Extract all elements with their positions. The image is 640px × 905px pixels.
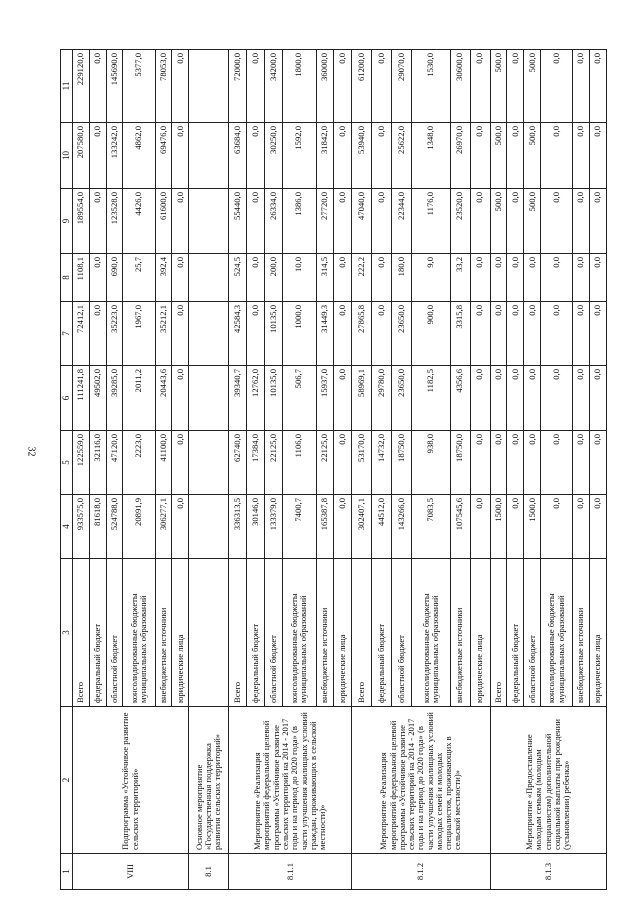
value-cell: 0,0 <box>334 50 352 123</box>
value-cell: 0,0 <box>589 50 606 123</box>
value-cell: 0,0 <box>589 366 606 431</box>
value-cell: 33,2 <box>450 254 470 302</box>
value-cell: 2223,0 <box>123 431 155 495</box>
value-cell: 0,0 <box>541 254 573 302</box>
funding-source: областной бюджет <box>264 559 282 707</box>
value-cell: 0,0 <box>470 123 490 189</box>
value-cell: 0,0 <box>541 189 573 254</box>
row-number: 8.1 <box>189 854 229 890</box>
value-cell: 165387,8 <box>316 495 334 559</box>
row-number: 8.1.2 <box>352 854 490 890</box>
value-cell: 61600,0 <box>155 189 172 254</box>
value-cell: 7400,7 <box>282 495 316 559</box>
value-cell: 1592,0 <box>282 123 316 189</box>
value-cell: 0,0 <box>507 189 524 254</box>
value-cell: 0,0 <box>334 189 352 254</box>
header-cell: 8 <box>61 254 73 302</box>
value-cell: 23520,0 <box>450 189 470 254</box>
funding-source: областной бюджет <box>106 559 123 707</box>
value-cell: 0,0 <box>172 495 189 559</box>
value-cell: 0,0 <box>89 50 106 123</box>
value-cell: 690,0 <box>106 254 123 302</box>
value-cell: 392,4 <box>155 254 172 302</box>
value-cell: 58969,1 <box>352 366 372 431</box>
value-cell: 39340,7 <box>229 366 247 431</box>
value-cell: 78053,0 <box>155 50 172 123</box>
value-cell: 26970,0 <box>450 123 470 189</box>
funding-source: юридические лица <box>172 559 189 707</box>
value-cell: 81618,0 <box>89 495 106 559</box>
value-cell: 42584,3 <box>229 302 247 366</box>
value-cell: 0,0 <box>589 495 606 559</box>
value-cell: 0,0 <box>372 302 392 366</box>
value-cell: 0,0 <box>507 123 524 189</box>
value-cell: 0,0 <box>470 189 490 254</box>
value-cell: 0,0 <box>89 189 106 254</box>
value-cell: 500,0 <box>490 123 507 189</box>
header-cell: 9 <box>61 189 73 254</box>
value-cell: 14732,0 <box>372 431 392 495</box>
value-cell: 0,0 <box>470 366 490 431</box>
value-cell: 25622,0 <box>392 123 412 189</box>
value-cell: 0,0 <box>573 189 590 254</box>
empty-cell <box>189 254 229 302</box>
value-cell: 1800,0 <box>282 50 316 123</box>
value-cell: 0,0 <box>470 50 490 123</box>
funding-source: Всего <box>352 559 372 707</box>
funding-source: областной бюджет <box>524 559 541 707</box>
empty-cell <box>189 495 229 559</box>
value-cell: 200,0 <box>264 254 282 302</box>
value-cell: 133379,0 <box>264 495 282 559</box>
value-cell: 0,0 <box>372 50 392 123</box>
value-cell: 20443,6 <box>155 366 172 431</box>
value-cell: 25,7 <box>123 254 155 302</box>
value-cell: 10,0 <box>282 254 316 302</box>
budget-table <box>60 49 607 890</box>
value-cell: 0,0 <box>507 302 524 366</box>
value-cell: 0,0 <box>541 431 573 495</box>
funding-source: внебюджетные источники <box>155 559 172 707</box>
funding-source: федеральный бюджет <box>246 559 264 707</box>
value-cell: 506,7 <box>282 366 316 431</box>
value-cell: 314,5 <box>316 254 334 302</box>
value-cell: 133242,0 <box>106 123 123 189</box>
empty-cell <box>189 559 229 707</box>
value-cell: 0,0 <box>573 254 590 302</box>
value-cell: 0,0 <box>172 123 189 189</box>
header-cell: 2 <box>61 707 73 854</box>
value-cell: 143266,0 <box>392 495 412 559</box>
header-cell: 11 <box>61 50 73 123</box>
funding-source: Всего <box>73 559 90 707</box>
table-body <box>73 50 607 890</box>
value-cell: 524788,0 <box>106 495 123 559</box>
measure-name: Мероприятие «Предоставление молодым семьям (молодым специалистам) дополнительной социальной выплаты при рождении (усыновлении) ребенка» <box>490 707 606 854</box>
value-cell: 111241,8 <box>73 366 90 431</box>
value-cell: 0,0 <box>573 302 590 366</box>
measure-name: Мероприятие «Реализация мероприятий федеральной целевой программы «Устойчивое развитие сельских территорий на 2014 - 2017 годы и на период до 2020 года» (в части улучшения жилищных условий граждан, проживающих в сельской местности)» <box>229 707 352 854</box>
funding-source: консолидированные бюджеты муниципальных образований <box>282 559 316 707</box>
value-cell: 9,0 <box>412 254 450 302</box>
funding-source: юридические лица <box>589 559 606 707</box>
value-cell: 27865,8 <box>352 302 372 366</box>
value-cell: 72000,0 <box>229 50 247 123</box>
table-row <box>229 50 247 890</box>
value-cell: 336313,5 <box>229 495 247 559</box>
value-cell: 0,0 <box>524 302 541 366</box>
table-row <box>73 50 90 890</box>
value-cell: 1106,0 <box>282 431 316 495</box>
value-cell: 61200,0 <box>352 50 372 123</box>
value-cell: 0,0 <box>541 123 573 189</box>
value-cell: 0,0 <box>334 495 352 559</box>
value-cell: 0,0 <box>172 50 189 123</box>
value-cell: 123528,0 <box>106 189 123 254</box>
value-cell: 22125,0 <box>316 431 334 495</box>
value-cell: 20891,9 <box>123 495 155 559</box>
value-cell: 0,0 <box>89 254 106 302</box>
value-cell: 62740,0 <box>229 431 247 495</box>
value-cell: 29070,0 <box>392 50 412 123</box>
measure-name: Подпрограмма «Устойчивое развитие сельских территорий» <box>73 707 189 854</box>
value-cell: 938,0 <box>412 431 450 495</box>
value-cell: 0,0 <box>507 366 524 431</box>
value-cell: 39285,0 <box>106 366 123 431</box>
value-cell: 900,0 <box>412 302 450 366</box>
value-cell: 31842,0 <box>316 123 334 189</box>
value-cell: 145690,0 <box>106 50 123 123</box>
value-cell: 0,0 <box>334 431 352 495</box>
value-cell: 0,0 <box>470 431 490 495</box>
value-cell: 15937,0 <box>316 366 334 431</box>
value-cell: 0,0 <box>246 189 264 254</box>
value-cell: 0,0 <box>334 254 352 302</box>
header-cell: 10 <box>61 123 73 189</box>
value-cell: 0,0 <box>573 431 590 495</box>
value-cell: 0,0 <box>334 366 352 431</box>
value-cell: 302407,1 <box>352 495 372 559</box>
value-cell: 1500,0 <box>524 495 541 559</box>
value-cell: 500,0 <box>490 50 507 123</box>
value-cell: 0,0 <box>541 366 573 431</box>
value-cell: 0,0 <box>246 302 264 366</box>
value-cell: 23650,0 <box>392 366 412 431</box>
value-cell: 69476,0 <box>155 123 172 189</box>
value-cell: 0,0 <box>490 366 507 431</box>
funding-source: Всего <box>229 559 247 707</box>
rotated-table-container <box>60 50 607 890</box>
value-cell: 0,0 <box>573 366 590 431</box>
value-cell: 1348,0 <box>412 123 450 189</box>
row-number: VIII <box>73 854 189 890</box>
value-cell: 31449,3 <box>316 302 334 366</box>
funding-source: внебюджетные источники <box>450 559 470 707</box>
value-cell: 0,0 <box>470 495 490 559</box>
funding-source: областной бюджет <box>392 559 412 707</box>
value-cell: 23650,0 <box>392 302 412 366</box>
value-cell: 72412,1 <box>73 302 90 366</box>
value-cell: 0,0 <box>490 254 507 302</box>
value-cell: 4426,0 <box>123 189 155 254</box>
value-cell: 0,0 <box>524 254 541 302</box>
funding-source: юридические лица <box>470 559 490 707</box>
value-cell: 7083,5 <box>412 495 450 559</box>
value-cell: 0,0 <box>589 254 606 302</box>
value-cell: 0,0 <box>490 431 507 495</box>
value-cell: 0,0 <box>89 123 106 189</box>
value-cell: 0,0 <box>372 123 392 189</box>
row-number: 8.1.3 <box>490 854 606 890</box>
value-cell: 0,0 <box>573 123 590 189</box>
value-cell: 63684,0 <box>229 123 247 189</box>
funding-source: консолидированные бюджеты муниципальных образований <box>123 559 155 707</box>
value-cell: 3315,8 <box>450 302 470 366</box>
value-cell: 0,0 <box>541 302 573 366</box>
value-cell: 180,0 <box>392 254 412 302</box>
value-cell: 0,0 <box>541 495 573 559</box>
table-row <box>189 50 229 890</box>
funding-source: федеральный бюджет <box>507 559 524 707</box>
value-cell: 107545,6 <box>450 495 470 559</box>
header-cell: 7 <box>61 302 73 366</box>
value-cell: 1182,5 <box>412 366 450 431</box>
value-cell: 1530,0 <box>412 50 450 123</box>
value-cell: 32116,0 <box>89 431 106 495</box>
value-cell: 500,0 <box>524 123 541 189</box>
funding-source: внебюджетные источники <box>573 559 590 707</box>
value-cell: 47120,0 <box>106 431 123 495</box>
value-cell: 222,2 <box>352 254 372 302</box>
value-cell: 30146,0 <box>246 495 264 559</box>
value-cell: 0,0 <box>334 123 352 189</box>
value-cell: 1386,0 <box>282 189 316 254</box>
value-cell: 0,0 <box>246 123 264 189</box>
value-cell: 0,0 <box>89 302 106 366</box>
measure-name: Основное мероприятие «Государственная поддержка развития сельских территорий» <box>189 707 229 854</box>
value-cell: 0,0 <box>507 431 524 495</box>
empty-cell <box>189 366 229 431</box>
value-cell: 22125,0 <box>264 431 282 495</box>
measure-name: Мероприятие «Реализация мероприятий федеральной целевой программы «Устойчивое развитие сельских территорий на 2014 - 2017 годы и на период до 2020 года» (в части улучшения жилищных условий молодых семей и молодых специалистов, проживающих в сельской местности)» <box>352 707 490 854</box>
value-cell: 10135,0 <box>264 366 282 431</box>
value-cell: 1176,0 <box>412 189 450 254</box>
table-row <box>352 50 372 890</box>
value-cell: 53940,0 <box>352 123 372 189</box>
value-cell: 0,0 <box>246 254 264 302</box>
value-cell: 4862,0 <box>123 123 155 189</box>
value-cell: 0,0 <box>470 254 490 302</box>
value-cell: 0,0 <box>589 123 606 189</box>
value-cell: 30600,0 <box>450 50 470 123</box>
value-cell: 0,0 <box>541 50 573 123</box>
value-cell: 27720,0 <box>316 189 334 254</box>
table-row <box>490 50 507 890</box>
value-cell: 49502,0 <box>89 366 106 431</box>
header-row <box>61 50 73 890</box>
empty-cell <box>189 50 229 123</box>
value-cell: 18750,0 <box>450 431 470 495</box>
funding-source: федеральный бюджет <box>89 559 106 707</box>
value-cell: 1500,0 <box>490 495 507 559</box>
value-cell: 229120,0 <box>73 50 90 123</box>
funding-source: Всего <box>490 559 507 707</box>
value-cell: 26334,0 <box>264 189 282 254</box>
value-cell: 47040,0 <box>352 189 372 254</box>
value-cell: 0,0 <box>524 431 541 495</box>
header-cell: 1 <box>61 854 73 890</box>
value-cell: 0,0 <box>573 50 590 123</box>
value-cell: 0,0 <box>589 431 606 495</box>
value-cell: 30250,0 <box>264 123 282 189</box>
value-cell: 524,5 <box>229 254 247 302</box>
header-cell: 4 <box>61 495 73 559</box>
row-number: 8.1.1 <box>229 854 352 890</box>
value-cell: 17384,0 <box>246 431 264 495</box>
empty-cell <box>189 431 229 495</box>
header-cell: 3 <box>61 559 73 707</box>
value-cell: 0,0 <box>573 495 590 559</box>
value-cell: 500,0 <box>524 189 541 254</box>
value-cell: 933575,0 <box>73 495 90 559</box>
value-cell: 5377,0 <box>123 50 155 123</box>
value-cell: 0,0 <box>172 254 189 302</box>
value-cell: 1108,1 <box>73 254 90 302</box>
value-cell: 18750,0 <box>392 431 412 495</box>
value-cell: 0,0 <box>507 50 524 123</box>
value-cell: 122559,0 <box>73 431 90 495</box>
value-cell: 0,0 <box>334 302 352 366</box>
value-cell: 0,0 <box>507 495 524 559</box>
value-cell: 207580,0 <box>73 123 90 189</box>
value-cell: 0,0 <box>589 302 606 366</box>
page-number: 32 <box>25 446 37 457</box>
value-cell: 0,0 <box>490 302 507 366</box>
value-cell: 0,0 <box>372 254 392 302</box>
funding-source: консолидированные бюджеты муниципальных образований <box>412 559 450 707</box>
empty-cell <box>189 123 229 189</box>
value-cell: 34200,0 <box>264 50 282 123</box>
value-cell: 36000,0 <box>316 50 334 123</box>
value-cell: 0,0 <box>372 189 392 254</box>
value-cell: 10135,0 <box>264 302 282 366</box>
value-cell: 500,0 <box>524 50 541 123</box>
value-cell: 0,0 <box>172 189 189 254</box>
value-cell: 0,0 <box>172 302 189 366</box>
value-cell: 0,0 <box>507 254 524 302</box>
value-cell: 0,0 <box>589 189 606 254</box>
value-cell: 4356,6 <box>450 366 470 431</box>
value-cell: 306277,1 <box>155 495 172 559</box>
value-cell: 35223,0 <box>106 302 123 366</box>
header-cell: 6 <box>61 366 73 431</box>
funding-source: юридические лица <box>334 559 352 707</box>
value-cell: 0,0 <box>524 366 541 431</box>
value-cell: 29780,0 <box>372 366 392 431</box>
value-cell: 53170,0 <box>352 431 372 495</box>
funding-source: консолидированные бюджеты муниципальных образований <box>541 559 573 707</box>
value-cell: 0,0 <box>172 366 189 431</box>
value-cell: 22344,0 <box>392 189 412 254</box>
value-cell: 500,0 <box>490 189 507 254</box>
value-cell: 1000,0 <box>282 302 316 366</box>
value-cell: 0,0 <box>246 50 264 123</box>
value-cell: 41100,0 <box>155 431 172 495</box>
value-cell: 189554,0 <box>73 189 90 254</box>
value-cell: 0,0 <box>172 431 189 495</box>
empty-cell <box>189 302 229 366</box>
empty-cell <box>189 189 229 254</box>
value-cell: 2011,2 <box>123 366 155 431</box>
value-cell: 44512,0 <box>372 495 392 559</box>
value-cell: 12762,0 <box>246 366 264 431</box>
header-cell: 5 <box>61 431 73 495</box>
value-cell: 55440,0 <box>229 189 247 254</box>
value-cell: 0,0 <box>470 302 490 366</box>
value-cell: 1967,0 <box>123 302 155 366</box>
funding-source: федеральный бюджет <box>372 559 392 707</box>
funding-source: внебюджетные источники <box>316 559 334 707</box>
value-cell: 35212,1 <box>155 302 172 366</box>
